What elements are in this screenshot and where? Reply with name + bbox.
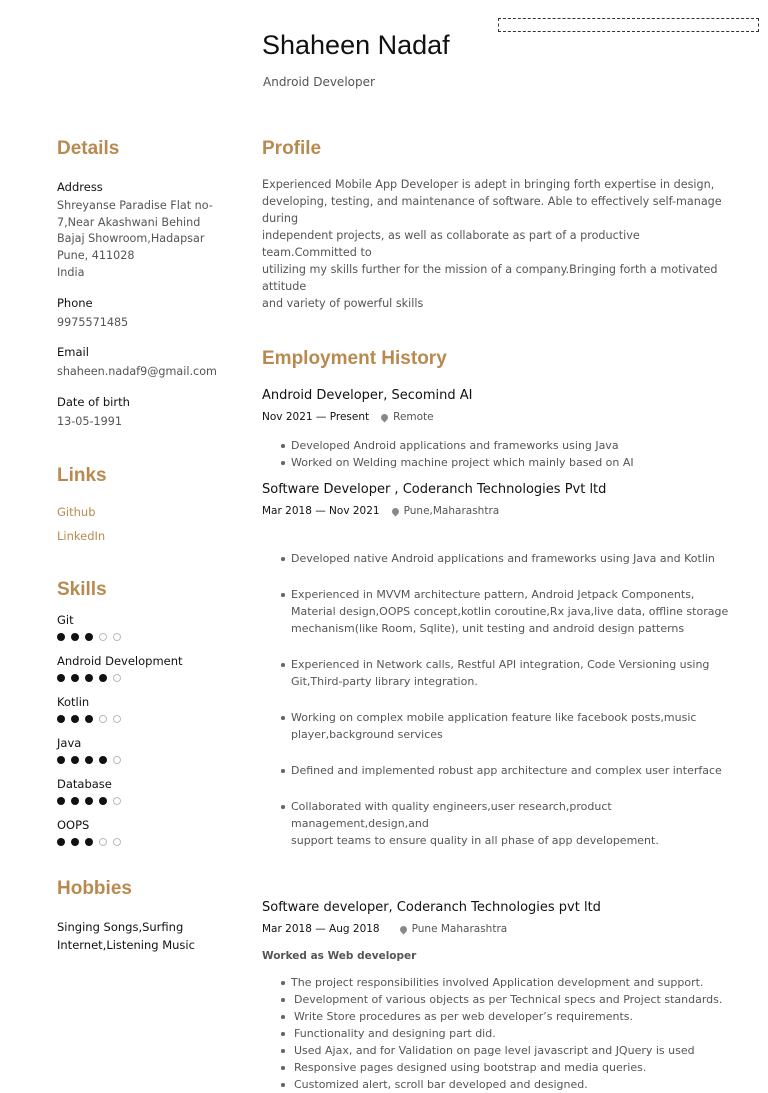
job-entry [262,388,732,471]
profile-line: Experienced Mobile App Developer is adept in bringing forth expertise in design, [262,178,715,191]
rating-dot-filled [57,797,65,805]
phone-value: 9975571485 [57,315,129,329]
skill-item [57,818,247,846]
rating-dot-filled [85,633,93,641]
rating-dot-empty [99,838,107,846]
skill-item [57,695,247,723]
dob-label: Date of birth [57,394,130,409]
job-title: Android Developer, Secomind AI [262,388,473,403]
rating-dot-filled [71,633,79,641]
profile-text [262,176,732,312]
job-meta [262,411,732,423]
rating-dot-filled [71,797,79,805]
job-bullet: Worked on Welding machine project which mainly based on AI [262,454,732,471]
job-title: Software developer, Coderanch Technologies pvt ltd [262,900,601,915]
job-meta [262,505,732,517]
job-bullet: Used Ajax, and for Validation on page level javascript and JQuery is used [262,1042,732,1059]
rating-dot-filled [57,756,65,764]
job-bullet: Working on complex mobile application feature like facebook posts,music player,background services [262,709,732,743]
job-bullet: Functionality and designing part did. [262,1025,732,1042]
location-pin-icon [390,506,400,516]
job-bullet: Developed native Android applications and frameworks using Java and Kotlin [262,550,732,567]
rating-dot-filled [85,838,93,846]
job-bullets [262,437,732,471]
rating-dot-filled [85,674,93,682]
details-heading: Details [57,138,120,159]
address-line: Shreyanse Paradise Flat no- [57,199,213,212]
linkedin-link[interactable]: LinkedIn [57,528,106,543]
rating-dot-filled [99,797,107,805]
job-bullet: Experienced in Network calls, Restful API integration, Code Versioning using Git,Third-party library integration. [262,656,732,690]
job-bullet: Responsive pages designed using bootstrap and media queries. [262,1059,732,1076]
job-bullet: Defined and implemented robust app architecture and complex user interface [262,762,732,779]
skill-item [57,654,247,682]
job-bullets [262,974,732,1093]
address-line: India [57,265,85,279]
job-subheading: Worked as Web developer [262,950,417,962]
job-dates: Nov 2021 — Present [262,411,370,423]
github-link[interactable]: Github [57,504,96,519]
rating-dot-empty [113,715,121,723]
rating-dot-empty [113,633,121,641]
rating-dot-filled [57,838,65,846]
skill-rating [57,756,247,764]
skill-item [57,777,247,805]
rating-dot-filled [71,674,79,682]
job-location-text: Remote [393,411,434,423]
job-location [381,411,434,423]
job-meta [262,923,732,935]
job-bullets [262,531,732,868]
rating-dot-filled [99,674,107,682]
skill-rating [57,715,247,723]
address-line: 7,Near Akashwani Behind [57,215,201,229]
address-value [57,198,247,282]
skill-rating [57,674,247,682]
skill-item [57,736,247,764]
job-bullet: Write Store procedures as per web developer’s requirements. [262,1008,732,1025]
job-bullet: Experienced in MVVM architecture pattern, Android Jetpack Components, Material design,OOPS concept,kotlin coroutine,Rx java,live data, offline storage mechanism(like Room, Sqlite), unit testing and android design patterns [262,586,732,637]
rating-dot-empty [113,674,121,682]
address-label: Address [57,180,103,194]
rating-dot-filled [57,633,65,641]
skill-rating [57,633,247,641]
address-line: Pune, 411028 [57,249,135,263]
job-bullet: Collaborated with quality engineers,user research,product management,design,and support teams to ensure quality in all phase of app developement. [262,798,732,849]
skill-name: Kotlin [57,694,90,709]
job-bullet: Development of various objects as per Technical specs and Project standards. [262,991,732,1008]
job-bullet: The project responsibilities involved Application development and support. [262,974,732,991]
rating-dot-empty [113,756,121,764]
rating-dot-filled [85,715,93,723]
skills-list [57,613,247,846]
skill-rating [57,838,247,846]
candidate-name: Shaheen Nadaf [262,30,450,60]
rating-dot-filled [99,756,107,764]
job-location [392,505,500,517]
rating-dot-filled [57,715,65,723]
skills-heading: Skills [57,578,107,600]
job-entry [262,482,732,868]
email-label: Email [57,345,89,360]
job-location-text: Pune Maharashtra [411,923,508,935]
job-location [400,923,508,935]
email-value: shaheen.nadaf9@gmail.com [57,365,217,379]
dob-value: 13-05-1991 [57,414,123,428]
job-dates: Mar 2018 — Aug 2018 [262,923,380,935]
job-entry [262,900,732,1093]
location-pin-icon [380,412,390,422]
hobbies-line: Internet,Listening Music [57,937,195,952]
rating-dot-empty [113,838,121,846]
skill-name: Database [57,776,112,791]
employment-heading: Employment History [262,348,447,369]
job-bullet: Customized alert, scroll bar developed and designed. [262,1076,732,1093]
skill-item [57,613,247,641]
job-title: Software Developer , Coderanch Technologies Pvt ltd [262,482,607,497]
profile-heading: Profile [262,138,322,159]
profile-line: independent projects, as well as collaborate as part of a productive team.Committed to [262,229,640,259]
job-dates: Mar 2018 — Nov 2021 [262,505,380,517]
rating-dot-filled [71,715,79,723]
job-bullet: Developed Android applications and frameworks using Java [262,437,732,454]
rating-dot-filled [85,797,93,805]
profile-line: and variety of powerful skills [262,297,424,310]
skill-name: Android Development [57,653,183,668]
phone-label: Phone [57,295,93,310]
hobbies-line: Singing Songs,Surfing [57,919,184,934]
rating-dot-empty [99,715,107,723]
right-column [262,138,732,1093]
skill-name: Java [57,735,82,750]
links-heading: Links [57,464,107,486]
profile-line: developing, testing, and maintenance of software. Able to effectively self-manage during [262,195,722,225]
rating-dot-filled [71,756,79,764]
location-pin-icon [398,924,408,934]
skill-name: Git [57,612,74,627]
skill-name: OOPS [57,817,90,832]
hobbies-text [57,918,247,954]
left-column [57,138,247,954]
hobbies-heading: Hobbies [57,877,132,899]
rating-dot-empty [99,633,107,641]
profile-line: utilizing my skills further for the mission of a company.Bringing forth a motivated attitude [262,263,718,293]
selection-box [498,18,759,32]
job-location-text: Pune,Maharashtra [403,505,500,517]
skill-rating [57,797,247,805]
address-line: Bajaj Showroom,Hadapsar [57,232,205,246]
rating-dot-empty [113,797,121,805]
rating-dot-filled [57,674,65,682]
rating-dot-filled [71,838,79,846]
candidate-title: Android Developer [263,75,375,89]
rating-dot-filled [85,756,93,764]
